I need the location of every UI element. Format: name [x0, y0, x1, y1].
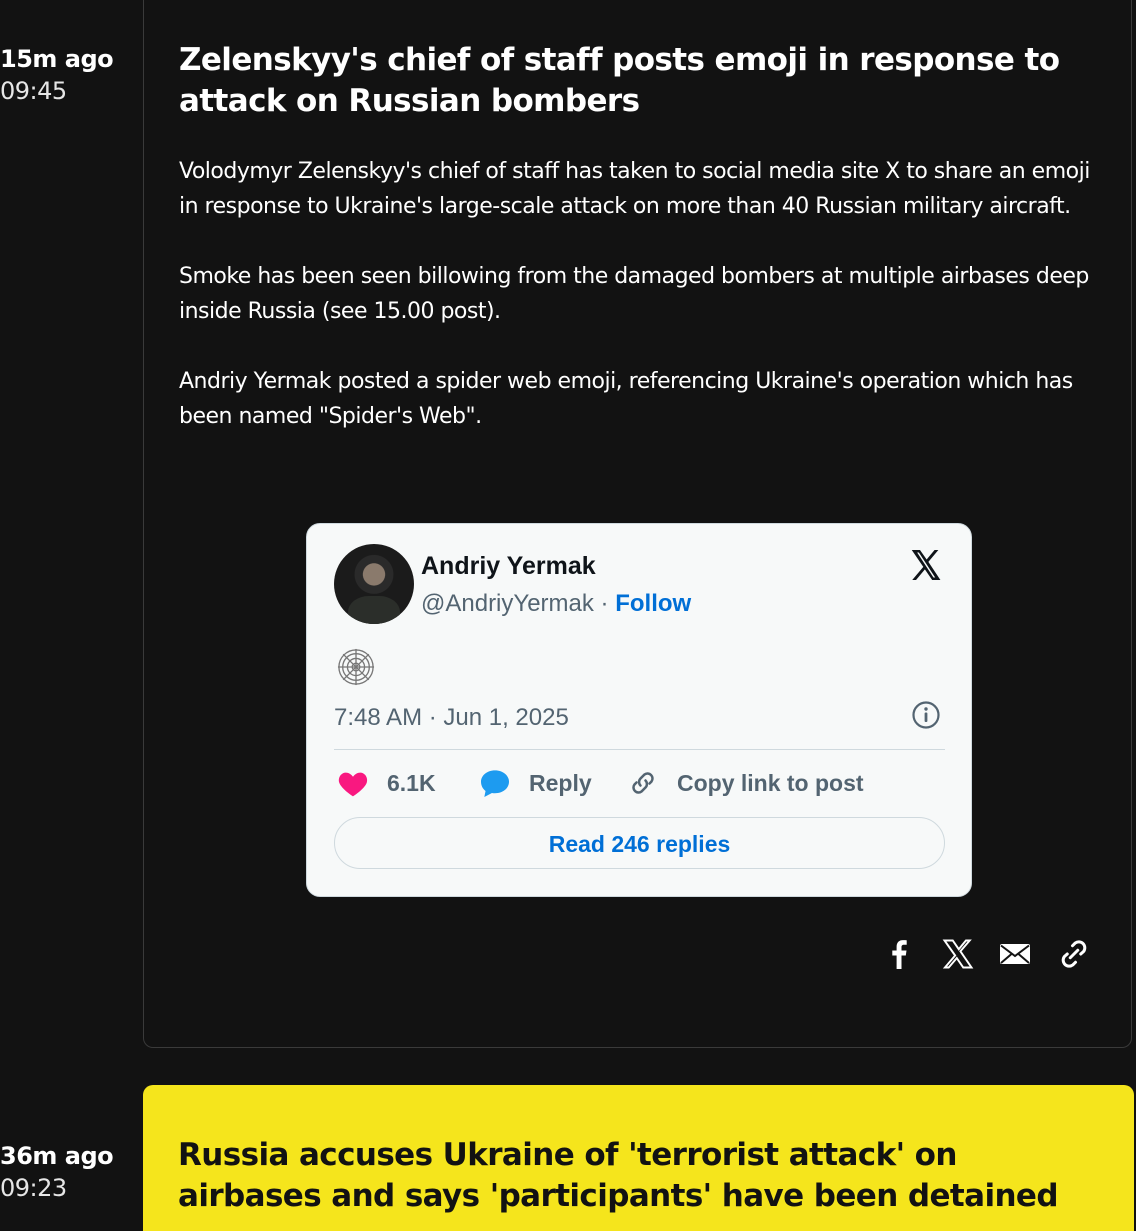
heart-icon [337, 768, 369, 798]
clock-time: 09:23 [0, 1174, 67, 1202]
info-icon[interactable] [911, 700, 941, 730]
post-title: Russia accuses Ukraine of 'terrorist attack' on airbases and says 'participants' have been detained [178, 1137, 1058, 1214]
post-paragraph: Andriy Yermak posted a spider web emoji, referencing Ukraine's operation which has been named "Spider's Web". [179, 369, 1073, 429]
post-paragraph: Smoke has been seen billowing from the damaged bombers at multiple airbases deep inside Russia (see 15.00 post). [179, 264, 1089, 324]
email-icon[interactable] [997, 936, 1033, 972]
author-handle-line [421, 590, 691, 618]
link-icon [627, 768, 659, 798]
like-count: 6.1K [387, 769, 436, 796]
follow-button[interactable]: Follow [615, 590, 692, 617]
relative-time: 15m ago [0, 45, 114, 73]
post-timestamp-link[interactable]: 7:48 AM · Jun 1, 2025 [334, 704, 569, 731]
post-timestamp [0, 1141, 140, 1205]
speech-bubble-icon [479, 768, 511, 798]
like-button[interactable] [337, 768, 436, 798]
copy-link-icon[interactable] [1056, 936, 1092, 972]
divider [334, 749, 945, 750]
live-post-card [143, 0, 1132, 1048]
separator-dot: · [600, 590, 609, 617]
read-replies-button[interactable]: Read 246 replies [334, 817, 945, 869]
x-logo-icon[interactable] [907, 546, 945, 584]
avatar[interactable] [334, 544, 414, 624]
post-paragraph: Volodymyr Zelenskyy's chief of staff has taken to social media site X to share an emoji in response to Ukraine's large-scale attack on more than 40 Russian military aircraft. [179, 159, 1090, 219]
post-body [179, 154, 1099, 469]
post-timestamp [0, 44, 140, 108]
relative-time: 36m ago [0, 1142, 114, 1170]
reply-button[interactable] [479, 768, 592, 798]
copy-link-label: Copy link to post [677, 769, 864, 796]
reply-label: Reply [529, 769, 592, 796]
copy-link-button[interactable] [627, 768, 864, 798]
spider-web-emoji-icon [337, 648, 375, 686]
clock-time: 09:45 [0, 77, 67, 105]
embedded-x-post[interactable] [306, 523, 972, 897]
author-handle[interactable]: @AndriyYermak [421, 590, 594, 617]
facebook-icon[interactable] [881, 936, 917, 972]
post-title: Zelenskyy's chief of staff posts emoji in response to attack on Russian bombers [179, 42, 1060, 119]
x-icon[interactable] [940, 936, 976, 972]
author-name[interactable]: Andriy Yermak [421, 552, 596, 580]
breaking-post-card [143, 1085, 1134, 1231]
